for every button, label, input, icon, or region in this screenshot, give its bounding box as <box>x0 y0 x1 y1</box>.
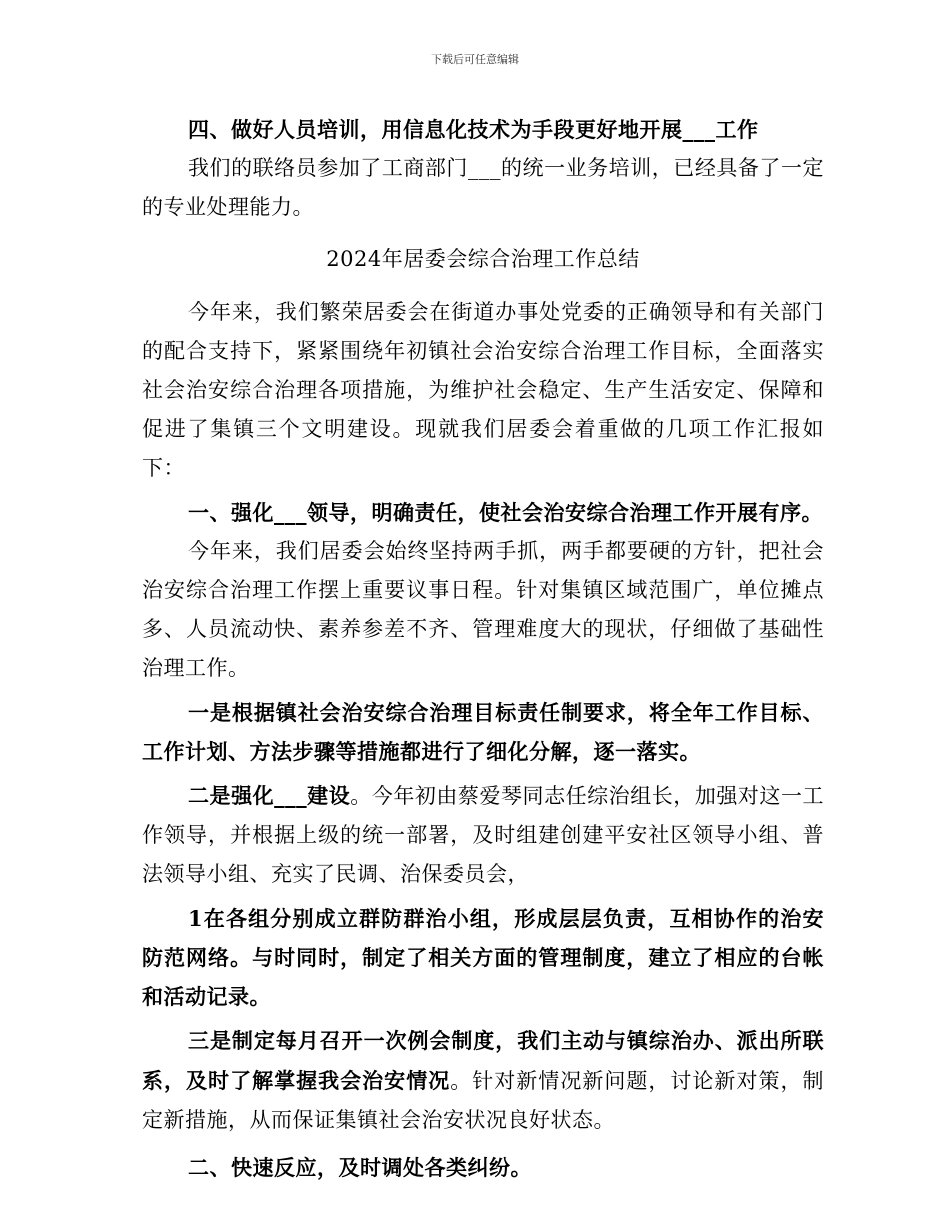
point-two-lead: 二是强化___建设 <box>188 783 351 808</box>
point-three-lead: 三是制定每月召开一次例会制度，我们主动与镇综治办、派出所联系，及时了解掌握我会治安情况 <box>142 1028 824 1093</box>
paragraph-point-one: 一是根据镇社会治安综合治理目标责任制要求，将全年工作目标、工作计划、方法步骤等措施都进行了细化分解，逐一落实。 <box>142 700 824 764</box>
paragraph-point-two <box>142 776 824 894</box>
page-header: 下载后可任意编辑 <box>431 53 519 66</box>
section-heading-training: 四、做好人员培训，用信息化技术为手段更好地开展___工作 <box>188 117 759 142</box>
point-three-body: 。针对新情况新问题，讨论新对策，制定新措施，从而保证集镇社会治安状况良好状态。 <box>142 1069 824 1132</box>
paragraph-intro: 今年来，我们繁荣居委会在街道办事处党委的正确领导和有关部门的配合支持下，紧紧围绕年初镇社会治安综合治理工作目标，全面落实社会治安综合治理各项措施，为维护社会稳定、生产生活安定、保障和促进了集镇三个文明建设。现就我们居委会着重做的几项工作汇报如下： <box>142 300 824 480</box>
paragraph-section-one: 今年来，我们居委会始终坚持两手抓，两手都要硬的方针，把社会治安综合治理工作摆上重要议事日程。针对集镇区域范围广，单位摊点多、人员流动快、素养参差不齐、管理难度大的现状，仔细做了基础性治理工作。 <box>142 539 824 680</box>
section-heading-one: 一、强化___领导，明确责任，使社会治安综合治理工作开展有序。 <box>188 500 823 525</box>
document-body <box>142 110 824 1187</box>
paragraph-point-groups: 1在各组分别成立群防群治小组，形成层层负责，互相协作的治安防范网络。与时同时，制定了相关方面的管理制度，建立了相应的台帐和活动记录。 <box>142 906 824 1009</box>
point-two-body: 。今年初由蔡爱琴同志任综治组长，加强对这一工作领导，并根据上级的统一部署，及时组建创建平安社区领导小组、普法领导小组、充实了民调、治保委员会， <box>142 784 824 886</box>
paragraph-point-three <box>142 1021 824 1140</box>
document-title: 2024年居委会综合治理工作总结 <box>326 247 640 271</box>
paragraph-training: 我们的联络员参加了工商部门___的统一业务培训，已经具备了一定的专业处理能力。 <box>142 156 824 219</box>
section-heading-two: 二、快速反应，及时调处各类纠纷。 <box>188 1155 532 1180</box>
